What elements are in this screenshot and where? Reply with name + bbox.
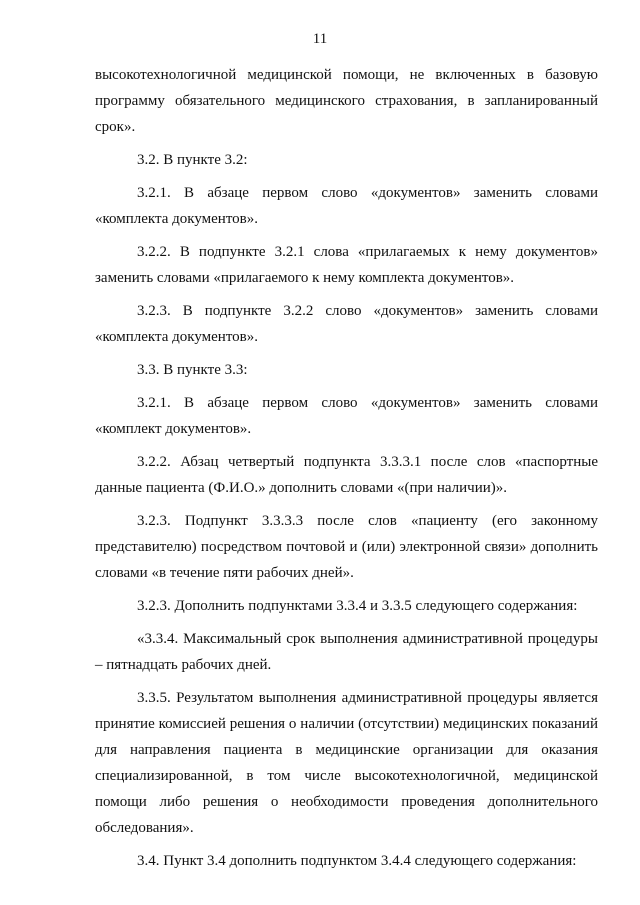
document-body [95, 62, 598, 874]
paragraph-item-3-3-d: 3.2.3. Дополнить подпунктами 3.3.4 и 3.3.5 следующего содержания: [137, 598, 578, 614]
paragraph-item-3-3-4: «3.3.4. Максимальный срок выполнения административной процедуры – пятнадцать рабочих дней. [95, 631, 598, 673]
paragraph-item-3-2-3: 3.2.3. В подпункте 3.2.2 слово «документов» заменить словами «комплекта документов». [95, 303, 598, 345]
paragraph-item-3-2-2: 3.2.2. В подпункте 3.2.1 слова «прилагаемых к нему документов» заменить словами «прилагаемого к нему комплекта документов». [95, 244, 598, 286]
paragraph-item-3-3-a: 3.2.1. В абзаце первом слово «документов» заменить словами «комплект документов». [95, 395, 598, 437]
paragraph-item-3-4: 3.4. Пункт 3.4 дополнить подпунктом 3.4.4 следующего содержания: [137, 853, 577, 869]
paragraph-continuation: высокотехнологичной медицинской помощи, не включенных в базовую программу обязательного медицинского страхования, в запланированный срок». [95, 67, 598, 135]
page-number: 11 [312, 31, 328, 47]
paragraph-item-3-2-1: 3.2.1. В абзаце первом слово «документов» заменить словами «комплекта документов». [95, 185, 598, 227]
paragraph-item-3-3-c: 3.2.3. Подпункт 3.3.3.3 после слов «пациенту (его законному представителю) посредством почтовой и (или) электронной связи» дополнить словами «в течение пяти рабочих дней». [95, 513, 598, 581]
paragraph-item-3-3-5: 3.3.5. Результатом выполнения административной процедуры является принятие комиссией решения о наличии (отсутствии) медицинских показаний для направления пациента в медицинские организации для оказания специализированной, в том числе высокотехнологичной, медицинской помощи либо решения о необходимости проведения дополнительного обследования». [95, 690, 598, 836]
paragraph-item-3-3: 3.3. В пункте 3.3: [137, 362, 248, 378]
paragraph-item-3-3-b: 3.2.2. Абзац четвертый подпункта 3.3.3.1 после слов «паспортные данные пациента (Ф.И.О.» дополнить словами «(при наличии)». [95, 454, 598, 496]
paragraph-item-3-2: 3.2. В пункте 3.2: [137, 152, 248, 168]
